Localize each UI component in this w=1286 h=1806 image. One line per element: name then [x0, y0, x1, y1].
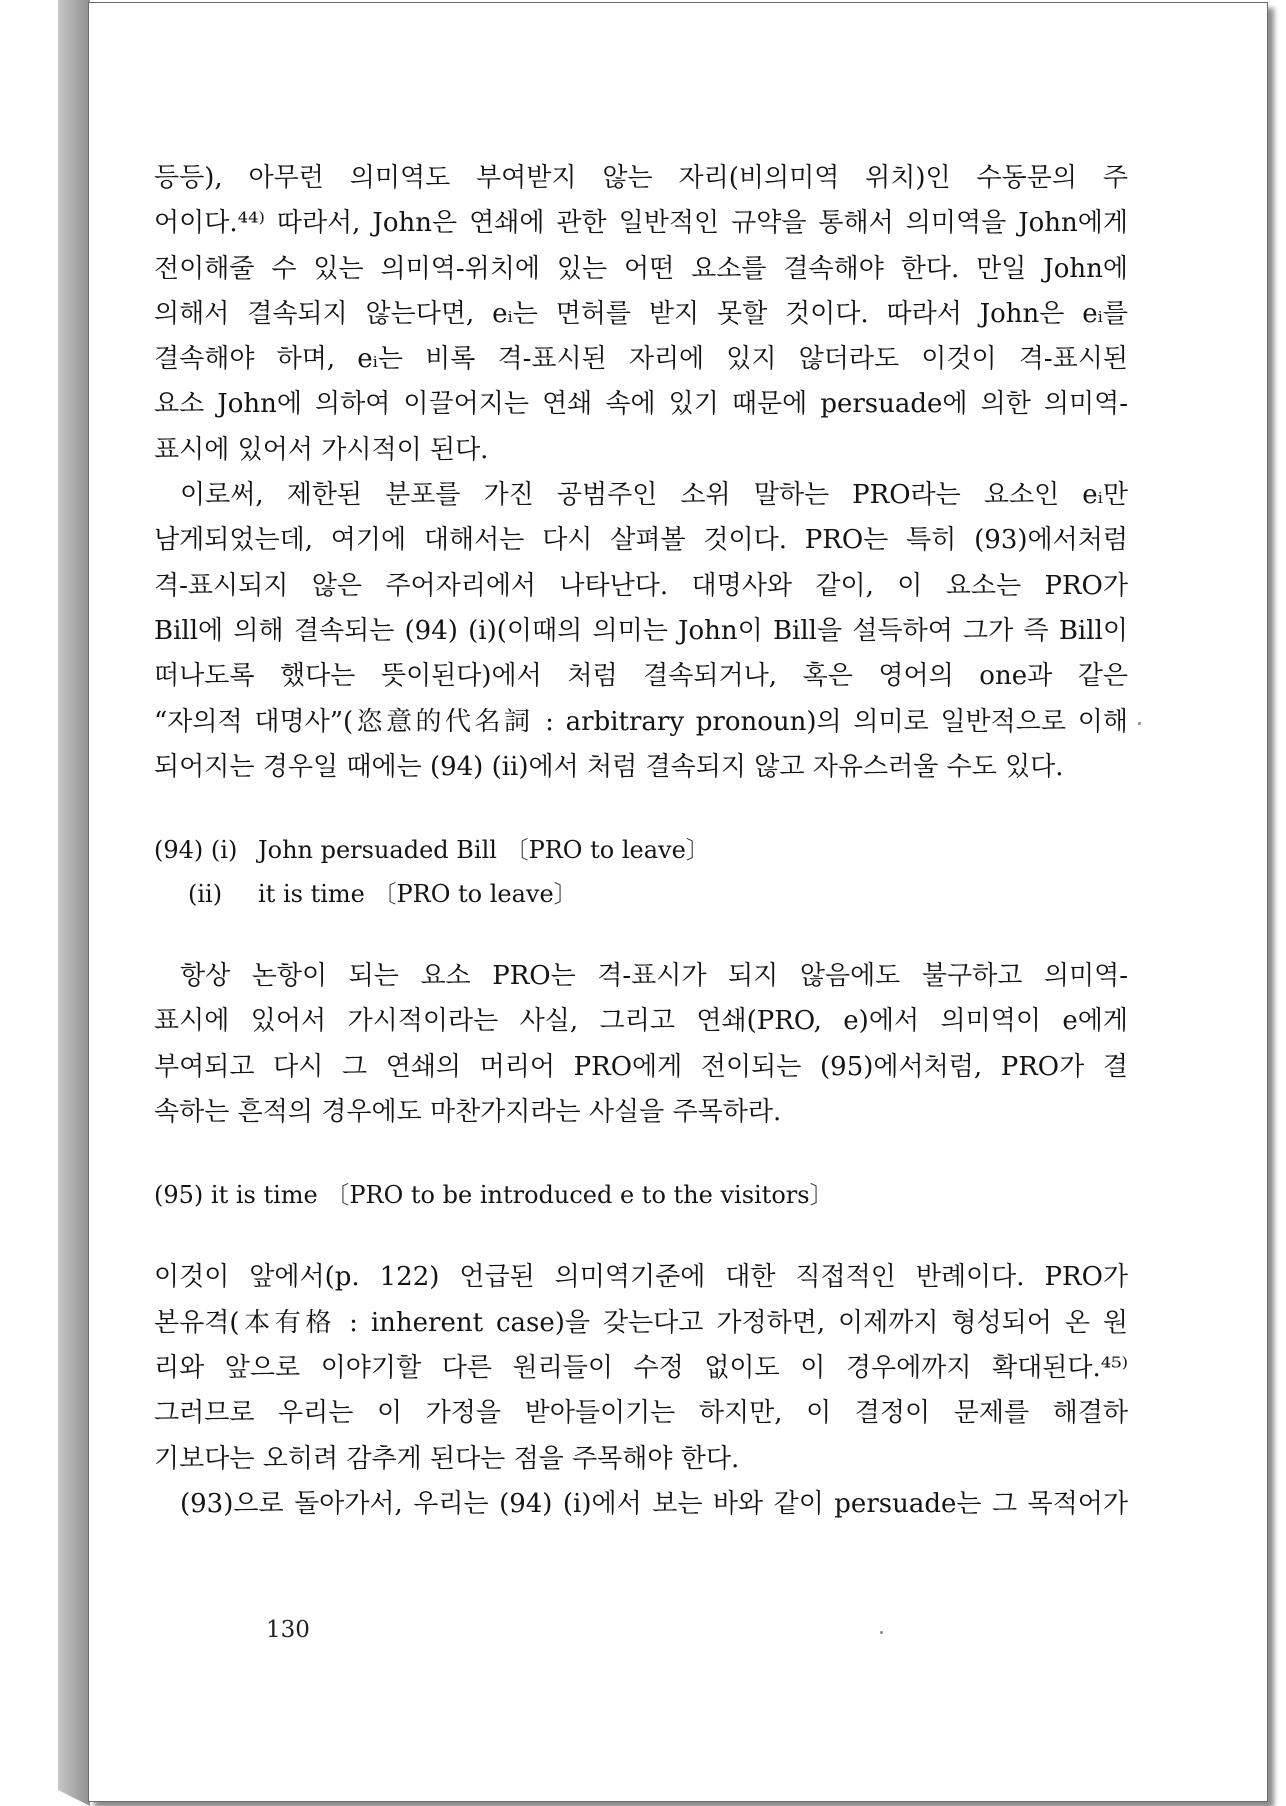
- text-line: 표시에 있어서 가시적이라는 사실, 그리고 연쇄(PRO, e)에서 의미역이 e에게: [154, 1006, 1128, 1037]
- text-line: 부여되고 다시 그 연쇄의 머리어 PRO에게 전이되는 (95)에서처럼, PRO가 결: [154, 1051, 1128, 1082]
- text-line: 리와 앞으로 이야기할 다른 원리들이 수정 없이도 이 경우에까지 확대된다.⁴⁵⁾: [154, 1352, 1128, 1383]
- text-line: (93)으로 돌아가서, 우리는 (94) (i)에서 보는 바와 같이 persuade는 그 목적어가: [180, 1488, 1128, 1519]
- example-label: (ii): [188, 880, 223, 909]
- text-line: 되어지는 경우일 때에는 (94) (ii)에서 처럼 결속되지 않고 자유스러울 수도 있다.: [154, 751, 1064, 782]
- text-line: 요소 John에 의하여 이끌어지는 연쇄 속에 있기 때문에 persuade에 의한 의미역-: [154, 389, 1128, 420]
- text-line: 떠나도록 했다는 뜻이된다)에서 처럼 결속되거나, 혹은 영어의 one과 같은: [154, 661, 1128, 692]
- paragraph-block-2: [154, 473, 1128, 790]
- example-95: (95) it is time 〔PRO to be introduced e to the visitors〕: [154, 1181, 834, 1210]
- text-line: 기보다는 오히려 감추게 된다는 점을 주목해야 한다.: [154, 1443, 740, 1474]
- text-line: 남게되었는데, 여기에 대해서는 다시 살펴볼 것이다. PRO는 특히 (93)에서처럼: [154, 525, 1128, 556]
- text-line: 등등), 아무런 의미역도 부여받지 않는 자리(비의미역 위치)인 수동문의 주: [154, 163, 1128, 193]
- text-line: 속하는 흔적의 경우에도 마찬가지라는 사실을 주목하라.: [154, 1097, 782, 1128]
- text-line: “자의적 대명사”(恣意的代名詞 : arbitrary pronoun)의 의미로 일반적으로 이해: [154, 706, 1128, 737]
- page-number: 130: [266, 1617, 310, 1643]
- speck-mark: [1138, 722, 1141, 725]
- text-line: 어이다.⁴⁴⁾ 따라서, John은 연쇄에 관한 일반적인 규약을 통해서 의미역을 John에게: [154, 208, 1128, 239]
- text-line: Bill에 의해 결속되는 (94) (i)(이때의 의미는 John이 Bill을 설득하여 그가 즉 Bill이: [154, 615, 1128, 646]
- paragraph-block-1: [154, 156, 1128, 473]
- example-line: [154, 828, 1128, 872]
- example-line: [154, 872, 1128, 916]
- text-line: 이로써, 제한된 분포를 가진 공범주인 소위 말하는 PRO라는 요소인 eᵢ만: [180, 480, 1128, 511]
- speck-mark: [880, 1631, 883, 1634]
- text-line: 의해서 결속되지 않는다면, eᵢ는 면허를 받지 못할 것이다. 따라서 John은 eᵢ를: [154, 298, 1128, 329]
- text-line: 전이해줄 수 있는 의미역-위치에 있는 어떤 요소를 결속해야 한다. 만일 John에: [154, 253, 1128, 284]
- example-number: (94) (i): [154, 836, 238, 865]
- text-line: 그러므로 우리는 이 가정을 받아들이기는 하지만, 이 결정이 문제를 해결하: [154, 1398, 1128, 1429]
- book-spine-edge: [0, 0, 90, 1806]
- example-text: it is time 〔PRO to leave〕: [258, 880, 578, 909]
- text-line: 본유격(本有格 : inherent case)을 갖는다고 가정하면, 이제까지 형성되어 온 원: [154, 1307, 1128, 1338]
- text-line: 결속해야 하며, eᵢ는 비록 격-표시된 자리에 있지 않더라도 이것이 격-표시된: [154, 344, 1128, 375]
- page-body-text: [154, 156, 1128, 1527]
- text-line: 항상 논항이 되는 요소 PRO는 격-표시가 되지 않음에도 불구하고 의미역-: [180, 961, 1128, 992]
- example-94: [154, 828, 1128, 916]
- text-line: 표시에 있어서 가시적이 된다.: [154, 434, 489, 465]
- paragraph-block-3: [154, 954, 1128, 1135]
- example-text: John persuaded Bill 〔PRO to leave〕: [258, 836, 710, 865]
- text-line: 이것이 앞에서(p. 122) 언급된 의미역기준에 대한 직접적인 반례이다. PRO가: [154, 1262, 1128, 1293]
- paragraph-block-4: [154, 1255, 1128, 1481]
- text-line: 격-표시되지 않은 주어자리에서 나타난다. 대명사와 같이, 이 요소는 PRO가: [154, 570, 1128, 601]
